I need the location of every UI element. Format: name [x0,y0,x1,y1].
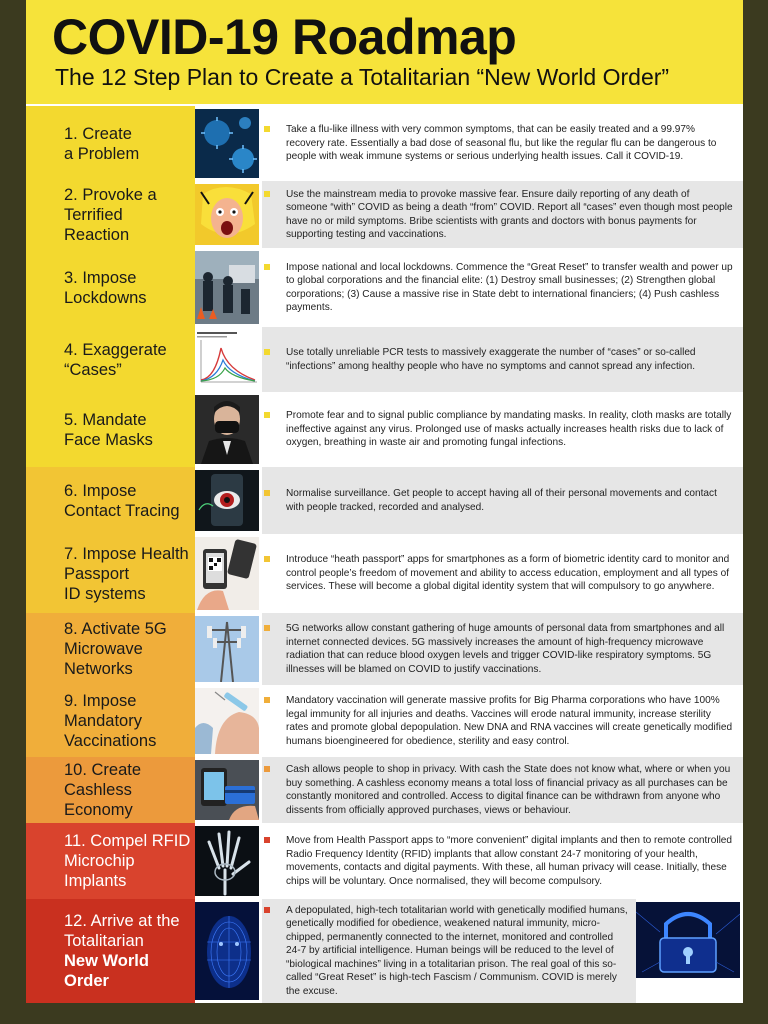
screaming-woman-icon [195,184,259,245]
police-lockdown-icon [195,251,259,324]
bullet-icon [264,412,270,418]
step-description: Normalise surveillance. Get people to accept having all of their personal movements and contact with people tracked, recorded and analysed. [262,467,743,534]
surveillance-eye-icon [195,470,259,531]
step-label: 9. Impose Mandatory Vaccinations [26,685,195,757]
step-label: 2. Provoke a Terrified Reaction [26,181,195,248]
step-description: Use the mainstream media to provoke massive fear. Ensure daily reporting of any death of someone “with” COVID as being a death “from” COVID. Report all “cases” even though most people have no or mild symptoms. Bribe scientists with grants and doctors with bonus payments for supporting testing and vaccinations. [262,181,743,248]
step-description: Move from Health Passport apps to “more convenient” digital implants and then to remote controlled Radio Frequency Identity (RFID) implants that allow constant 24-7 monitoring of your health, movements, contacts and digital payments. With these, all human privacy will cease. Initially, these chips will be voluntary. Once normalised, they will become compulsory. [262,823,743,899]
step-row [26,181,743,248]
step-description: Use totally unreliable PCR tests to massively exaggerate the number of “cases” or so-called “infections” among healthy people who have no symptoms and cannot spread any infection. [262,327,743,392]
line-chart-icon [195,330,259,389]
step-label: 5. Mandate Face Masks [26,392,195,467]
step-row [26,685,743,757]
step-description: A depopulated, high-tech totalitarian world with genetically modified humans, genetically modified for obedience, weakened natural immunity, micro-chipped, permanently connected to the internet, monitored and controlled 24-7 by artificial intelligence. Human beings will be reduced to the level of “biological machines” living in a totalitarian prison. The real goal of this so-called “Great Reset” is high-tech Fascism / Communism. COVID is merely the excuse. [262,899,636,1003]
step-row [26,467,743,534]
bullet-icon [264,625,270,631]
bullet-icon [264,697,270,703]
step-label: 7. Impose Health Passport ID systems [26,534,195,613]
step-label: 6. Impose Contact Tracing [26,467,195,534]
step-row [26,757,743,823]
digital-padlock-icon [636,902,740,978]
card-payment-icon [195,760,259,820]
bullet-icon [264,126,270,132]
step-description: Promote fear and to signal public compliance by mandating masks. In reality, cloth masks are totally ineffective against any virus. Prolonged use of masks actually increases health risks due to lack of oxygen, breathing in waste air and promoting fungal infections. [262,392,743,467]
virus-icon [195,109,259,178]
header [26,0,743,104]
bullet-icon [264,264,270,270]
step-row [26,534,743,613]
step-description: Take a flu-like illness with very common symptoms, that can be easily treated and a 99.97% recovery rate. Essentially a bad dose of seasonal flu, but like the regular flu can be dangerous to people with weak immune systems or serious underlying health issues. Call it COVID-19. [262,106,743,181]
step-row [26,613,743,685]
step-label: 4. Exaggerate “Cases” [26,327,195,392]
step-label: 11. Compel RFID Microchip Implants [26,823,195,899]
step-row [26,327,743,392]
page-title: COVID-19 Roadmap [52,9,517,65]
step-label: 8. Activate 5G Microwave Networks [26,613,195,685]
digital-face-icon [195,902,259,1000]
antenna-tower-icon [195,616,259,682]
step-label: 10. Create Cashless Economy [26,757,195,823]
step-row [26,106,743,181]
bullet-icon [264,191,270,197]
poster [26,0,743,1003]
bullet-icon [264,490,270,496]
bullet-icon [264,837,270,843]
step-description: Mandatory vaccination will generate massive profits for Big Pharma corporations who have 100% legal immunity for all injuries and deaths. Vaccines will erode natural immunity, increase sterility rates and promote global depopulation. New DNA and RNA vaccines will create genetically modified humans bioengineered for obedience, sterility and easy control. [262,685,743,757]
step-row [26,823,743,899]
bullet-icon [264,349,270,355]
phone-qr-icon [195,537,259,610]
step-description: Impose national and local lockdowns. Commence the “Great Reset” to transfer wealth and power up to global corporations and the financial elite: (1) Destroy small businesses; (2) Strengthen global corporations; (3) Cause a massive rise in State debt to international financiers; (4) Push cashless payments. [262,248,743,327]
injection-icon [195,688,259,754]
step-label: 12. Arrive at the Totalitarian New World Order [26,899,195,1003]
page-subtitle: The 12 Step Plan to Create a Totalitarian “New World Order” [55,64,670,90]
bullet-icon [264,556,270,562]
bullet-icon [264,766,270,772]
masked-man-icon [195,395,259,464]
bullet-icon [264,907,270,913]
step-description: Introduce “heath passport” apps for smartphones as a form of biometric identity card to monitor and control people’s freedom of movement and ability to access education, employment and all types of services. These will become a global digital identity system that will compulsory to go anywhere. [262,534,743,613]
step-label: 1. Create a Problem [26,106,195,181]
step-description: Cash allows people to shop in privacy. With cash the State does not know what, where or when you buy something. A cashless economy means a total loss of financial privacy as all purchases can be constantly monitored and controlled. Access to digital finance can be withdrawn from anyone who dissents from officially approved purchases, views or behaviour. [262,757,743,823]
step-description: 5G networks allow constant gathering of huge amounts of personal data from smartphones and all internet connected devices. 5G massively increases the amount of high-frequency microwave radiation that can reduce blood oxygen levels and trigger COVID-like respiratory symptoms. 5G illnesses will be blamed on COVID to justify vaccinations. [262,613,743,685]
step-row [26,392,743,467]
step-label: 3. Impose Lockdowns [26,248,195,327]
step-row [26,248,743,327]
xray-hand-icon [195,826,259,896]
